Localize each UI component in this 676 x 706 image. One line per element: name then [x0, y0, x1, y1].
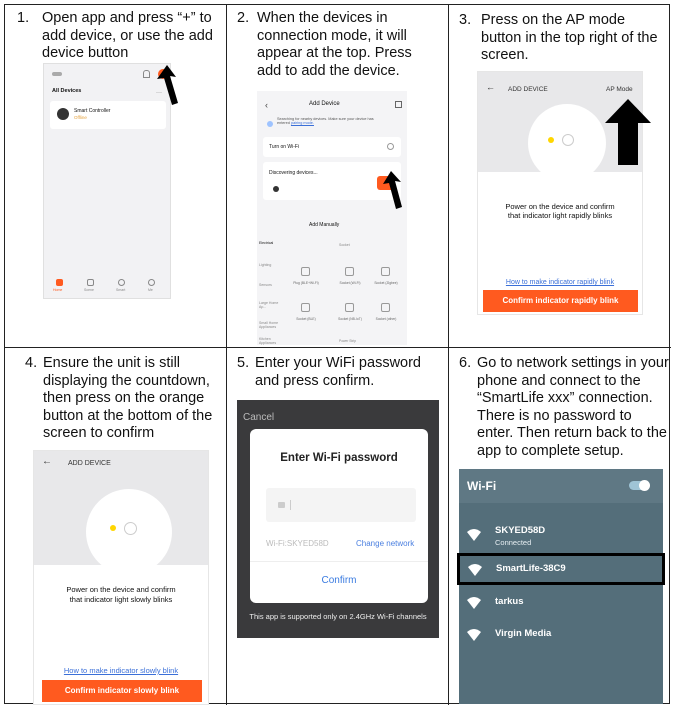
- plug-icon[interactable]: [301, 267, 310, 276]
- category-electrical[interactable]: Electrical: [259, 241, 274, 245]
- home-icon[interactable]: [56, 279, 63, 286]
- category-sensors[interactable]: Sensors: [259, 283, 272, 287]
- help-link-wrap: [478, 271, 642, 289]
- toggle-knob: [639, 480, 650, 491]
- step-line: add to add the device.: [257, 62, 400, 79]
- phone-screen-confirm: [33, 450, 209, 705]
- step-line: screen to confirm: [43, 425, 155, 441]
- device-name: Smart Controller: [74, 108, 111, 114]
- device-label: Socket (Wi-Fi): [339, 281, 361, 285]
- scan-icon[interactable]: [395, 101, 402, 108]
- instruction-line: Power on the device and confirm: [66, 585, 176, 594]
- button-icon: [562, 134, 574, 146]
- step-line: displaying the countdown,: [43, 372, 210, 389]
- password-input[interactable]: [266, 488, 416, 522]
- phone-screen-home: [43, 63, 171, 299]
- lock-icon: [278, 502, 285, 508]
- step-line: appear at the top. Press: [257, 45, 412, 61]
- instruction-line: that indicator light rapidly blinks: [507, 211, 613, 220]
- device-icon: [273, 186, 279, 192]
- instruction-line: that indicator light slowly blinks: [69, 594, 173, 604]
- step-line: button at the bottom of the: [43, 407, 213, 424]
- network-status: Connected: [495, 538, 532, 547]
- nav-label: Me: [148, 288, 153, 292]
- wifi-toggle[interactable]: [629, 481, 649, 490]
- help-link[interactable]: How to make indicator rapidly blink: [505, 279, 615, 286]
- step-line: device button: [42, 45, 129, 61]
- confirm-slow-blink-button[interactable]: Confirm indicator slowly blink: [42, 680, 202, 702]
- wifi-name: Wi-Fi:SKYED58D: [266, 539, 329, 548]
- step-line: Ensure the unit is still: [43, 355, 181, 371]
- step-line: button in the top right of the: [481, 29, 658, 46]
- ap-mode-button[interactable]: AP Mode: [606, 86, 633, 93]
- illustration-area: [34, 451, 208, 565]
- network-name: SKYED58D: [495, 525, 546, 536]
- smart-icon[interactable]: [118, 279, 125, 286]
- step-line: connection mode, it will: [257, 27, 407, 44]
- bottom-nav: [44, 276, 170, 298]
- step-number: 2.: [237, 10, 250, 26]
- controller-icon: [57, 108, 69, 120]
- arrow-up-icon: [603, 99, 653, 165]
- me-icon[interactable]: [148, 279, 155, 286]
- instruction-table: [4, 4, 670, 704]
- footer-note: This app is supported only on 2.4GHz Wi-Fi channels: [249, 612, 427, 621]
- socket-icon[interactable]: [301, 303, 310, 312]
- screen-title: ADD DEVICE: [508, 86, 548, 93]
- wifi-signal-icon: [467, 629, 481, 641]
- device-label: Plug (BLE+Wi-Fi): [293, 281, 319, 285]
- wifi-header-title: Wi-Fi: [467, 479, 497, 493]
- arrow-up-icon: [383, 171, 411, 211]
- network-name: SmartLife-38C9: [496, 563, 566, 574]
- back-arrow-icon[interactable]: ←: [486, 82, 495, 92]
- step-line: and press confirm.: [255, 372, 375, 389]
- discovering-label: Discovering devices...: [269, 170, 318, 176]
- category-kitchen[interactable]: Kitchen Appliances: [259, 337, 277, 345]
- wifi-network-row[interactable]: [459, 519, 663, 551]
- category-lighting[interactable]: Lighting: [259, 263, 272, 267]
- help-link[interactable]: How to make indicator slowly blink: [63, 666, 179, 675]
- step-line: app to complete setup.: [477, 442, 624, 459]
- scene-icon[interactable]: [87, 279, 94, 286]
- category-small-home[interactable]: Small Home Appliances: [259, 321, 279, 329]
- more-icon[interactable]: ···: [156, 90, 162, 96]
- step-line: When the devices in: [257, 10, 388, 26]
- nav-label: Scene: [84, 288, 94, 292]
- step-number: 1.: [17, 10, 30, 26]
- wifi-network-row[interactable]: [459, 621, 663, 649]
- change-network-link[interactable]: Change network: [356, 539, 415, 548]
- device-label: Socket (Zigbee): [374, 281, 398, 285]
- step-line: phone and connect to the: [477, 372, 641, 389]
- back-arrow-icon[interactable]: ←: [42, 456, 52, 467]
- step-line: Enter your WiFi password: [255, 355, 421, 371]
- wifi-signal-icon: [467, 597, 481, 609]
- step-3-cell: [449, 5, 671, 348]
- indicator-light-icon: [110, 525, 116, 531]
- phone-screen-wifi-list: [459, 469, 663, 704]
- home-indicator-icon: [52, 72, 62, 76]
- socket-icon[interactable]: [381, 267, 390, 276]
- pairing-mode-link[interactable]: pairing mode.: [290, 121, 314, 125]
- step-line: Press on the AP mode: [481, 12, 626, 28]
- text-cursor: [290, 500, 291, 510]
- step-4-cell: [5, 348, 227, 705]
- confirm-button[interactable]: Confirm: [321, 575, 357, 586]
- step-line: “SmartLife xxx” connection.: [477, 390, 653, 406]
- indicator-light-icon: [548, 137, 554, 143]
- step-line: add device, or use the add: [42, 27, 213, 44]
- socket-icon[interactable]: [381, 303, 390, 312]
- wifi-signal-icon: [467, 529, 481, 541]
- socket-header: Socket: [339, 243, 350, 247]
- step-line: There is no password to: [477, 407, 632, 424]
- step-2-cell: [227, 5, 449, 348]
- help-link-wrap: [34, 660, 208, 678]
- category-large-home[interactable]: Large Home Ap...: [259, 301, 279, 309]
- wifi-row-label: Turn on Wi-Fi: [269, 144, 300, 150]
- discovering-card: [263, 162, 401, 200]
- network-name: tarkus: [495, 596, 524, 607]
- phone-screen-add-device: [257, 91, 407, 345]
- device-card[interactable]: [50, 101, 166, 129]
- add-manually-heading: Add Manually: [309, 222, 340, 228]
- wifi-header: [459, 469, 663, 503]
- nav-label: Home: [53, 288, 63, 292]
- device-status: Offline: [74, 115, 87, 120]
- searching-text: Searching for nearby devices. Make sure your device has entered pairing mode.: [277, 117, 374, 125]
- step-number: 3.: [459, 12, 472, 28]
- arrow-up-icon: [157, 65, 187, 107]
- search-icon: [267, 121, 273, 127]
- instruction-text: [478, 202, 642, 220]
- step-line: Go to network settings in your: [477, 355, 669, 371]
- mic-icon[interactable]: [143, 70, 150, 78]
- dialog-title: Enter Wi-Fi password: [280, 452, 398, 464]
- wifi-icon: [387, 143, 394, 150]
- step-line: screen.: [481, 47, 529, 63]
- step-5-cell: [227, 348, 449, 705]
- screen-title: Add Device: [309, 101, 340, 107]
- power-strip-label: Power Strip: [339, 339, 357, 343]
- wifi-row[interactable]: [263, 137, 401, 157]
- highlighted-network-row[interactable]: [457, 553, 665, 585]
- device-label: Socket (BLE): [296, 317, 316, 321]
- confirm-rapid-blink-button[interactable]: Confirm indicator rapidly blink: [483, 290, 638, 312]
- button-icon: [124, 522, 137, 535]
- wifi-signal-icon: [468, 564, 482, 576]
- step-6-cell: [449, 348, 671, 705]
- device-label: Socket (other): [375, 317, 397, 321]
- step-line: enter. Then return back to the: [477, 425, 667, 441]
- divider: [250, 561, 428, 562]
- device-illustration: [528, 104, 606, 182]
- screen-title: ADD DEVICE: [68, 460, 111, 467]
- back-icon[interactable]: ‹: [265, 100, 268, 110]
- device-illustration: [86, 489, 172, 575]
- step-1-cell: [5, 5, 227, 348]
- nav-label: Smart: [116, 288, 126, 292]
- phone-screen-wifi-password: [237, 400, 439, 638]
- instruction-line: Power on the device and confirm: [505, 202, 615, 211]
- socket-icon[interactable]: [345, 303, 354, 312]
- step-line: Open app and press “+” to: [42, 10, 212, 26]
- step-line: then press on the orange: [43, 390, 205, 406]
- step-number: 5.: [237, 355, 250, 371]
- instruction-text: [34, 585, 208, 604]
- wifi-network-row[interactable]: [459, 589, 663, 617]
- step-number: 4.: [25, 355, 38, 371]
- network-name: Virgin Media: [495, 628, 552, 639]
- password-dialog: [250, 429, 428, 603]
- step-number: 6.: [459, 355, 472, 371]
- device-label: Socket (NB-IoT): [338, 317, 362, 321]
- all-devices-heading: All Devices: [52, 88, 82, 94]
- socket-icon[interactable]: [345, 267, 354, 276]
- cancel-button[interactable]: Cancel: [243, 412, 275, 423]
